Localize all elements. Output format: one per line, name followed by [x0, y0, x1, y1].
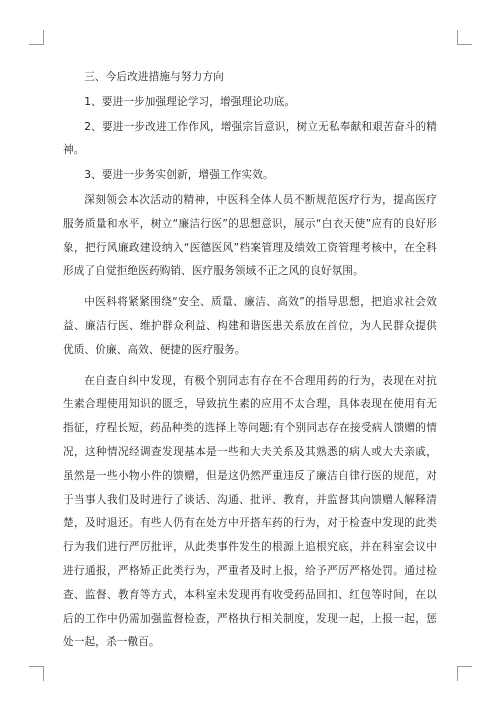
paragraph-self-inspection: 在自查自纠中发现，有极个别同志有存在不合理用药的行为，表现在对抗生素合理使用知识的匮乏，导致抗生素的应用不太合理，具体表现在使用有无指征，疗程长短，药品种类的选择上等问题;有个别同志存在接受病人馈赠的情况，这种情况经调查发现基本是一些和大夫关系及其熟悉的病人或大夫亲戚，虽然是一些小物小件的馈赠，但是这仍然严重违反了廉洁自律行医的规范，对于当事人我们及时进行了谈话、沟通、批评、教育，并监督其向馈赠人解释清楚，及时退还。有些人仍有在处方中开搭车药的行为，对于检查中发现的此类行为我们进行严厉批评，从此类事件发生的根源上追根究底，并在科室会议中进行通报，严格矫正此类行为，严重者及时上报，给予严厉严格处罚。通过检查、监督、教育等方式，本科室未发现再有收受药品回扣、红包等时间，在以后的工作中仍需加强监督检查，严格执行相关制度，发现一起，上报一起，惩处一起，杀一儆百。	[63, 374, 437, 649]
crop-mark-top-right	[457, 30, 472, 45]
crop-mark-top-left	[29, 30, 44, 45]
crop-mark-bottom-left	[29, 666, 44, 681]
paragraph-activity-spirit: 深刻领会本次活动的精神，中医科全体人员不断规范医疗行为，提高医疗服务质量和水平，树立“廉洁行医”的思想意识，展示“白衣天使”应有的良好形象，把行风廉政建设纳入“医德医风”档案管理及绩效工资管理考核中，在全科形成了自觉拒绝医药购销、医疗服务领域不正之风的良好氛围。	[63, 193, 437, 278]
measure-item-2: 2、要进一步改进工作作风，增强宗旨意识，树立无私奉献和艰苦奋斗的精神。	[63, 120, 437, 157]
paragraph-guiding-thought: 中医科将紧紧围绕“安全、质量、廉洁、高效”的指导思想，把追求社会效益、廉洁行医、维护群众利益、构建和谐医患关系放在首位，为人民群众提供优质、价廉、高效、便捷的医疗服务。	[63, 296, 437, 356]
document-body	[63, 66, 437, 662]
crop-mark-bottom-right	[457, 666, 472, 681]
measure-item-1: 1、要进一步加强理论学习，增强理论功底。	[84, 95, 296, 108]
measure-item-3: 3、要进一步务实创新，增强工作实效。	[84, 169, 274, 182]
section-heading: 三、今后改进措施与努力方向	[84, 71, 224, 83]
